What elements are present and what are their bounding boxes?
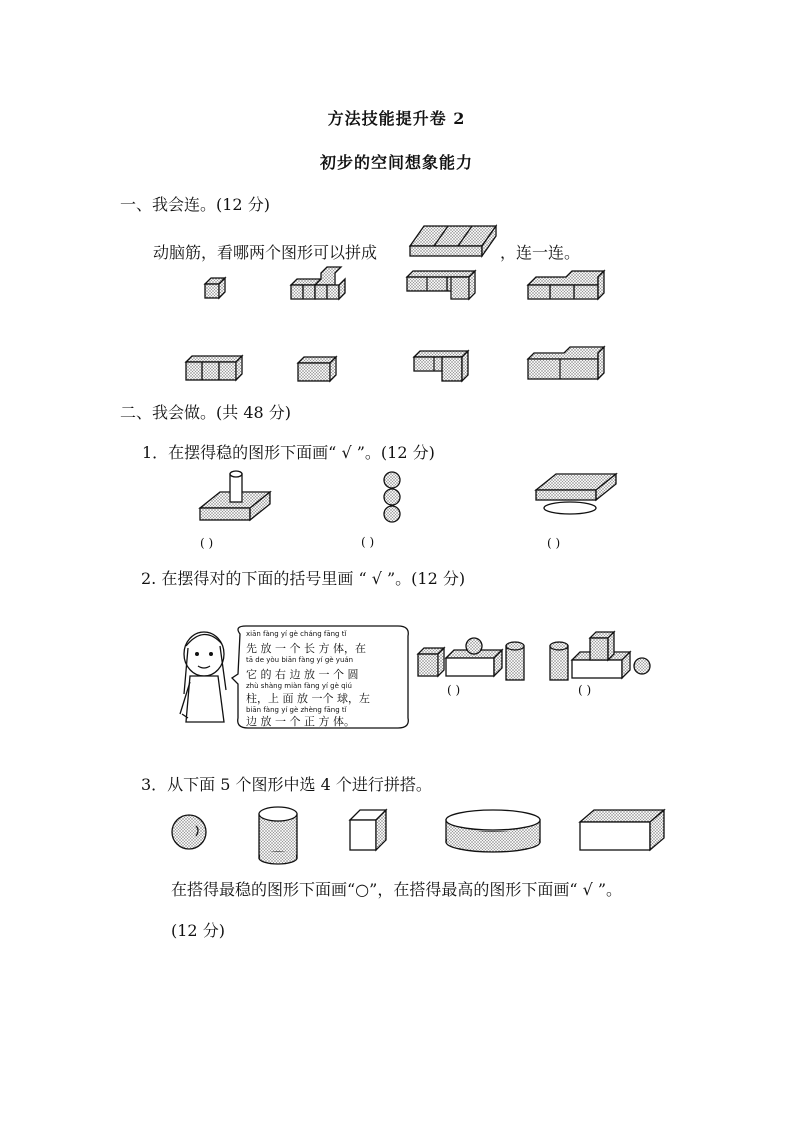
cylinder-on-slab-shape — [196, 470, 276, 528]
speech-line-1: 先 放 一 个 长 方 体，在 — [246, 642, 366, 655]
q1-bracket-3[interactable]: ( ) — [547, 536, 561, 550]
page-title: 方法技能提升卷 2 — [327, 109, 466, 128]
speech-bubble — [230, 622, 414, 732]
slab-on-cylinder-shape — [530, 470, 620, 520]
cube-shape — [348, 808, 388, 854]
section1-heading: 一、我会连。(12 分) — [120, 195, 270, 214]
q1-text: 1．在摆得稳的图形下面画“ √ ”。(12 分) — [142, 443, 435, 462]
l-block-shape — [412, 349, 470, 383]
long-step-shape — [526, 271, 606, 303]
two-block-step-shape — [289, 271, 345, 303]
u-shape-block — [405, 271, 477, 303]
girl-illustration — [178, 624, 236, 724]
target-shape-image — [408, 220, 500, 260]
wide-step-shape — [526, 349, 606, 383]
speech-line-4: 边 放 一 个 正 方 体。 — [246, 715, 355, 728]
q2-bracket-b[interactable]: ( ) — [578, 683, 592, 697]
single-cube-shape — [203, 278, 227, 302]
cuboid-shape — [578, 808, 666, 852]
q2-bracket-a[interactable]: ( ) — [447, 683, 461, 697]
flat-cylinder-shape — [444, 808, 544, 856]
speech-pinyin-2: tā de yòu biān fàng yí gè yuán — [246, 656, 354, 664]
stacked-balls-shape — [378, 470, 406, 528]
arrangement-b-shapes — [548, 630, 658, 686]
q3-instruction: 在搭得最稳的图形下面画“○”，在搭得最高的图形下面画“ √ ”。 — [171, 880, 623, 899]
three-block-bar-shape — [184, 354, 244, 382]
q2-text: 2. 在摆得对的下面的括号里画 “ √ ”。(12 分) — [141, 569, 466, 588]
ball-shape — [170, 812, 210, 852]
two-block-bar-shape — [296, 355, 338, 383]
speech-line-2: 它 的 右 边 放 一 个 圆 — [246, 668, 359, 681]
section2-heading: 二、我会做。(共 48 分) — [120, 403, 292, 422]
q3-text: 3．从下面 5 个图形中选 4 个进行拼搭。 — [141, 775, 432, 794]
page-subtitle: 初步的空间想象能力 — [319, 153, 473, 172]
cylinder-shape — [256, 806, 300, 866]
arrangement-a-shapes — [416, 636, 528, 686]
section1-instruction-after: ，连一连。 — [500, 243, 581, 262]
section1-instruction-before: 动脑筋，看哪两个图形可以拼成 — [153, 243, 378, 262]
speech-pinyin-4: biān fàng yí gè zhèng fāng tǐ — [246, 706, 347, 714]
speech-pinyin-1: xiān fàng yí gè cháng fāng tǐ — [246, 630, 347, 638]
speech-line-3: 柱，上 面 放 一个 球，左 — [246, 692, 370, 705]
q3-score: (12 分) — [171, 921, 225, 940]
q1-bracket-2[interactable]: ( ) — [361, 535, 375, 549]
speech-pinyin-3: zhù shàng miàn fàng yí gè qiú — [246, 682, 352, 690]
q1-bracket-1[interactable]: ( ) — [200, 536, 214, 550]
